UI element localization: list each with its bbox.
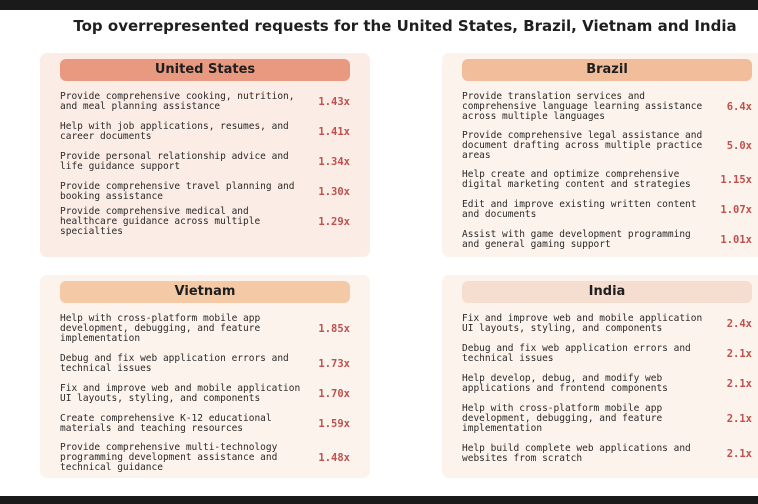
ratio-value: 1.01x: [720, 234, 752, 246]
request-label: Provide personal relationship advice and life guidance support: [60, 151, 289, 172]
request-label: Help build complete web applications and websites from scratch: [462, 443, 691, 464]
ratio-value: 2.1x: [726, 378, 752, 390]
ratio-value: 6.4x: [726, 101, 752, 113]
request-label: Help with cross-platform mobile app development, debugging, and feature implementation: [60, 313, 261, 344]
table-row: [462, 369, 752, 399]
panel-vietnam: [40, 275, 370, 478]
chart-title: Top overrepresented requests for the United States, Brazil, Vietnam and India: [73, 17, 737, 35]
country-header-vietnam: Vietnam: [60, 281, 350, 303]
table-row: [462, 127, 752, 165]
table-row: [60, 409, 350, 439]
country-header-india: India: [462, 281, 752, 303]
table-row: [60, 207, 350, 237]
table-row: [60, 147, 350, 177]
request-label: Debug and fix web application errors and technical issues: [462, 343, 691, 364]
table-row: [60, 349, 350, 379]
ratio-value: 1.85x: [318, 323, 350, 335]
request-label: Provide comprehensive multi-technology programming development assistance and technical guidance: [60, 442, 278, 473]
table-row: [462, 339, 752, 369]
table-row: [462, 225, 752, 255]
table-row: [462, 87, 752, 127]
request-label: Create comprehensive K-12 educational materials and teaching resources: [60, 413, 272, 434]
panel-india: [442, 275, 758, 478]
request-label: Provide comprehensive medical and healthcare guidance across multiple specialties: [60, 206, 261, 237]
ratio-value: 1.41x: [318, 126, 350, 138]
request-label: Help with job applications, resumes, and career documents: [60, 121, 289, 142]
request-label: Help create and optimize comprehensive digital marketing content and strategies: [462, 169, 691, 190]
table-row: [462, 309, 752, 339]
ratio-value: 2.1x: [726, 448, 752, 460]
ratio-value: 2.1x: [726, 413, 752, 425]
request-label: Provide translation services and comprehensive language learning assistance across multiple languages: [462, 91, 703, 122]
table-row: [60, 379, 350, 409]
ratio-value: 1.73x: [318, 358, 350, 370]
table-row: [462, 165, 752, 195]
table-row: [462, 399, 752, 439]
ratio-value: 1.30x: [318, 186, 350, 198]
bottom-bar: [0, 496, 758, 504]
request-label: Provide comprehensive travel planning and booking assistance: [60, 181, 295, 202]
table-row: [462, 195, 752, 225]
ratio-value: 1.59x: [318, 418, 350, 430]
ratio-value: 2.1x: [726, 348, 752, 360]
request-label: Edit and improve existing written content and documents: [462, 199, 697, 220]
request-label: Fix and improve web and mobile application UI layouts, styling, and components: [462, 313, 703, 334]
table-row: [60, 439, 350, 477]
table-row: [60, 117, 350, 147]
panel-united-states: [40, 53, 370, 257]
rows-brazil: [462, 87, 752, 255]
request-label: Fix and improve web and mobile application UI layouts, styling, and components: [60, 383, 301, 404]
rows-vietnam: [60, 309, 350, 477]
request-label: Help develop, debug, and modify web applications and frontend components: [462, 373, 668, 394]
country-header-united-states: United States: [60, 59, 350, 81]
request-label: Help with cross-platform mobile app development, debugging, and feature implementation: [462, 403, 663, 434]
table-row: [60, 177, 350, 207]
request-label: Provide comprehensive cooking, nutrition, and meal planning assistance: [60, 91, 295, 112]
ratio-value: 1.15x: [720, 174, 752, 186]
table-row: [60, 309, 350, 349]
rows-united-states: [60, 87, 350, 237]
ratio-value: 5.0x: [726, 140, 752, 152]
request-label: Assist with game development programming and general gaming support: [462, 229, 691, 250]
table-row: [462, 439, 752, 469]
panel-brazil: [442, 53, 758, 257]
ratio-value: 1.70x: [318, 388, 350, 400]
ratio-value: 1.07x: [720, 204, 752, 216]
ratio-value: 1.29x: [318, 216, 350, 228]
ratio-value: 2.4x: [726, 318, 752, 330]
request-label: Provide comprehensive legal assistance and document drafting across multiple practice areas: [462, 130, 703, 161]
top-bar: [0, 0, 758, 10]
ratio-value: 1.48x: [318, 452, 350, 464]
table-row: [60, 87, 350, 117]
request-label: Debug and fix web application errors and technical issues: [60, 353, 289, 374]
ratio-value: 1.34x: [318, 156, 350, 168]
country-header-brazil: Brazil: [462, 59, 752, 81]
ratio-value: 1.43x: [318, 96, 350, 108]
rows-india: [462, 309, 752, 469]
